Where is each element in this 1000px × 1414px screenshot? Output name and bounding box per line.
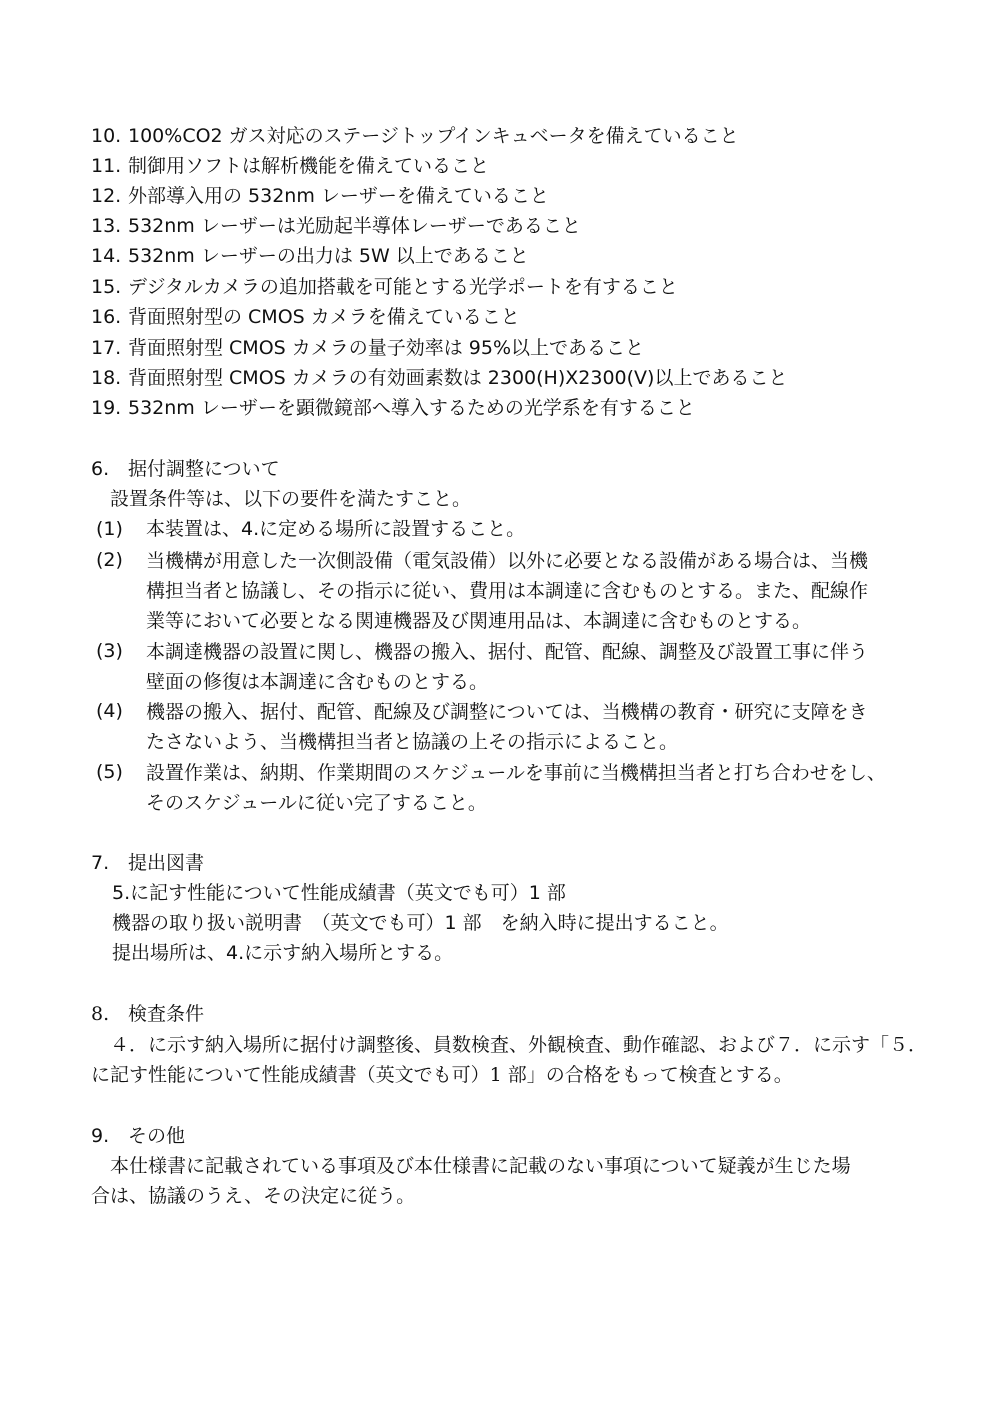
paragraph-line: 本仕様書に記載されている事項及び本仕様書に記載のない事項について疑義が生じた場 <box>110 1155 851 1177</box>
paragraph-line: 提出場所は、4.に示す納入場所とする。 <box>112 942 454 964</box>
paragraph-line: 5.に記す性能について性能成績書（英文でも可）1 部 <box>112 882 566 904</box>
paragraph-line: に記す性能について性能成績書（英文でも可）1 部」の合格をもって検査とする。 <box>91 1064 793 1086</box>
paragraph-line: 機器の取り扱い説明書 （英文でも可）1 部 を納入時に提出すること。 <box>112 912 729 934</box>
section-intro: 設置条件等は、以下の要件を満たすこと。 <box>110 488 472 510</box>
paragraph-line: ４．に示す納入場所に据付け調整後、員数検査、外観検査、動作確認、および７．に示す「５． <box>110 1034 928 1056</box>
document-page: 10. 100%CO2 ガス対応のステージトップインキュベータを備えていること 11. 制御用ソフトは解析機能を備えていること 12. 外部導入用の 532nm レーザーを備えていること 13. 532nm レーザーは光励起半導体レーザーであること 14. 532nm レーザーの出力は 5W 以上であること 15. デジタルカメラの追加搭載を可能とする光学ポートを有すること 16. 背面照射型の CMOS カメラを備えていること 17. 背面照射型 CMOS カメラの量子効率は 95%以上であること 18. 背面照射型 CMOS カメラの有効画素数は 2300(H)X2300(V)以上であること 19. 532nm レーザーを顕微鏡部へ導入するための光学系を有すること 6. 据付調整について 設置条件等は、以下の要件を満たすこと。 (1) 本装置は、4.に定める場所に設置すること。 (2) 当機構が用意した一次側設備（電気設備）以外に必要となる設備がある場合は、当機 構担当者と協議し、その指示に従い、費用は本調達に含むものとする。また、配線作 業等において必要となる関連機器及び関連用品は、本調達に含むものとする。 (3) 本調達機器の設置に関し、機器の搬入、据付、配管、配線、調整及び設置工事に伴う 壁面の修復は本調達に含むものとする。 (4) 機器の搬入、据付、配管、配線及び調整については、当機構の教育・研究に支障をき たさないよう、当機構担当者と協議の上その指示によること。 (5) 設置作業は、納期、作業期間のスケジュールを事前に当機構担当者と打ち合わせをし、 そのスケジュールに従い完了すること。 7. 提出図書 5.に記す性能について性能成績書（英文でも可）1 部 機器の取り扱い説明書 （英文でも可）1 部 を納入時に提出すること。 提出場所は、4.に示す納入場所とする。 8. 検査条件 ４．に示す納入場所に据付け調整後、員数検査、外観検査、動作確認、および７．に示す「５． に記す性能について性能成績書（英文でも可）1 部」の合格をもって検査とする。 9. その他 本仕様書に記載されている事項及び本仕様書に記載のない事項について疑義が生じた場 合は、協議のうえ、その決定に従う。 <box>0 0 1000 1414</box>
paragraph-line: 合は、協議のうえ、その決定に従う。 <box>91 1185 416 1207</box>
